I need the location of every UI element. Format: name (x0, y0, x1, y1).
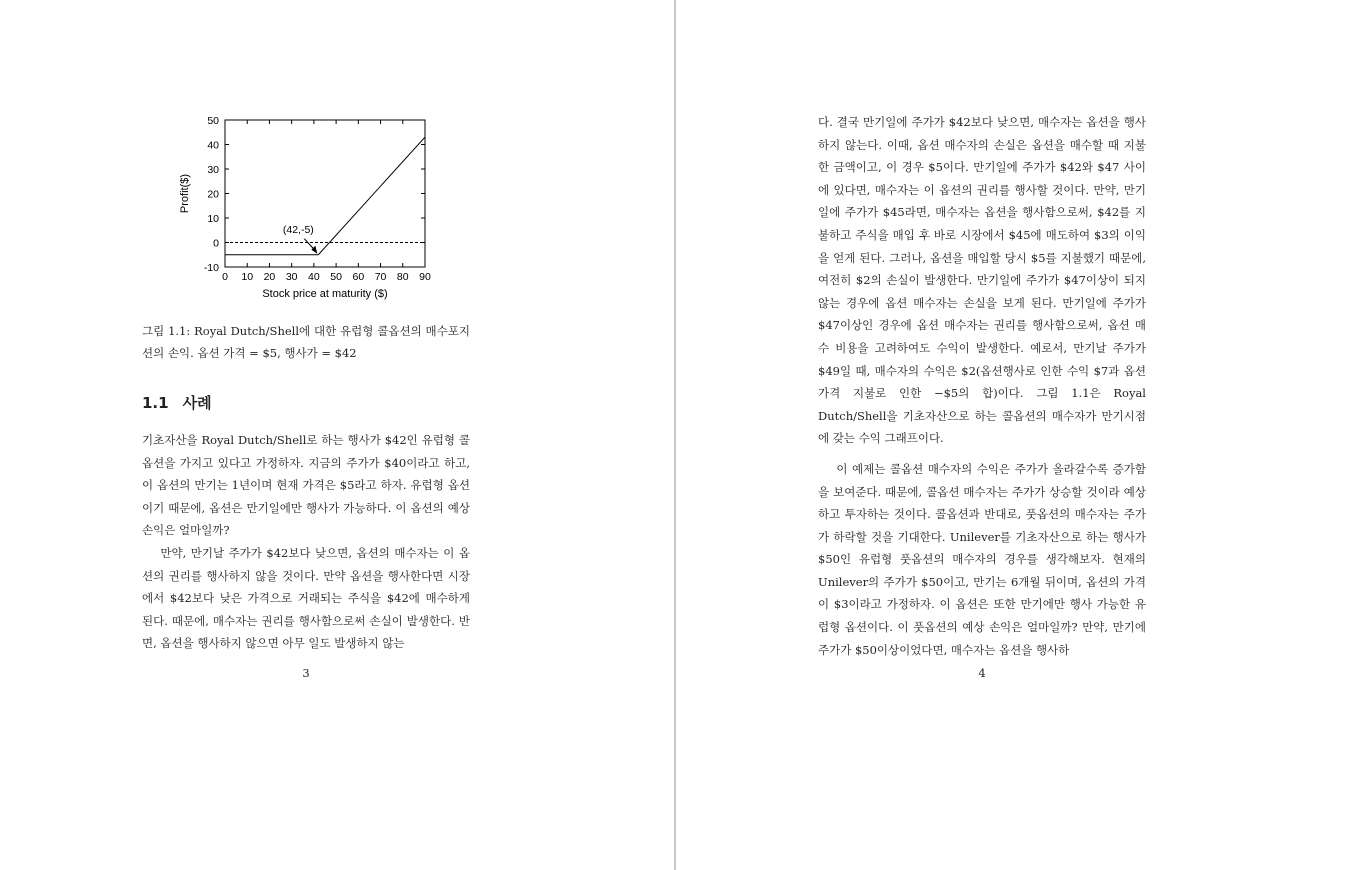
figure-caption: 그림 1.1: Royal Dutch/Shell에 대한 유럽형 콜옵션의 매수포지션의 손익. 옵션 가격 = $5, 행사가 = $42 (142, 324, 470, 360)
page-number: 3 (302, 666, 310, 680)
y-tick-label: 0 (213, 237, 219, 250)
x-tick-label: 20 (263, 271, 276, 283)
paragraph: 이 예제는 콜옵션 매수자의 수익은 주가가 올라갈수록 증가함을 보여준다. 때문에, 콜옵션 매수자는 주가가 상승할 것이라 예상하고 투자하는 것이다. 콜옵션과 반대로, 풋옵션의 매수자는 주가가 하락할 것을 기대한다. Unilever를 기초자산으로 하는 행사가 $50인 유럽형 풋옵션의 매수자의 경우를 생각해보자. 현재의 Unilever의 주가가 $50이고, 만기는 6개월 뒤이며, 옵션의 가격이 $3이라고 가정하자. 이 옵션은 또한 만기에만 행사 가능한 유럽형 옵션이다. 이 풋옵션의 예상 손익은 얼마일까? 만약, 만기에 주가가 $50이상이었다면, 매수자는 옵션을 행사하 (818, 461, 1146, 657)
x-axis-label: Stock price at maturity ($) (262, 288, 388, 300)
x-tick-label: 10 (241, 271, 254, 283)
plot-frame (225, 120, 425, 267)
section-title: 사례 (182, 394, 212, 412)
paragraph: 기초자산을 Royal Dutch/Shell로 하는 행사가 $42인 유럽형 콜옵션을 가지고 있다고 가정하자. 지금의 주가가 $40이라고 하고, 이 옵션의 만기는 1년이며 현재 가격은 $5라고 하자. 유럽형 옵션이기 때문에, 옵션은 만기일에만 행사가 가능하다. 이 옵션의 예상 손익은 얼마일까? (142, 433, 470, 538)
x-tick-label: 50 (330, 271, 342, 283)
profit-line (225, 120, 441, 255)
section-heading (142, 392, 470, 413)
left-page (0, 0, 674, 870)
x-tick-label: 0 (222, 271, 228, 283)
right-page (676, 0, 1350, 870)
x-tick-label: 40 (308, 271, 320, 283)
paragraph: 다. 결국 만기일에 주가가 $42보다 낮으면, 매수자는 옵션을 행사하지 않는다. 이때, 옵션 매수자의 손실은 옵션을 매수할 때 지불한 금액이고, 이 경우 $5이다. 만기일에 주가가 $42와 $47 사이에 있다면, 매수자는 이 옵션의 권리를 행사할 것이다. 만약, 만기일에 주가가 $45라면, 매수자는 옵션을 행사함으로써, $42를 지불하고 주식을 매입 후 바로 시장에서 $45에 매도하여 $3의 이익을 얻게 된다. 그러나, 옵션을 매입할 당시 $5를 지불했기 때문에, 여전히 $2의 손실이 발생한다. 만기일에 주가가 $47이상이 되지 않는 경우에 옵션 매수자는 손실을 보게 된다. 만기일에 주가가 $47이상인 경우에 옵션 매수자는 권리를 행사함으로써, 옵션 매수 비용을 고려하여도 수익이 발생한다. 예로서, 만기날 주가가 $49일 때, 매수자의 수익은 $2(옵션행사로 인한 수익 $7과 옵션가격 지불로 인한 −$5의 합)이다. 그림 1.1은 Royal Dutch/Shell을 기초자산으로 하는 콜옵션의 매수자가 만기시점에 갖는 수익 그래프이다. (818, 115, 1146, 446)
y-tick-label: 50 (207, 115, 219, 127)
y-tick-label: 30 (207, 164, 219, 176)
x-tick-label: 80 (396, 271, 409, 283)
x-tick-label: 30 (285, 271, 298, 283)
y-tick-label: 40 (207, 139, 219, 152)
y-tick-label: -10 (203, 262, 219, 274)
y-axis-label: Profit($) (179, 173, 191, 214)
y-tick-label: 20 (207, 188, 219, 201)
annotation-label: (42,-5) (282, 223, 314, 236)
x-tick-label: 70 (374, 271, 387, 283)
section-number: 1.1 (142, 394, 169, 412)
y-tick-label: 10 (207, 213, 219, 225)
page-number: 4 (978, 666, 986, 680)
paragraph: 만약, 만기날 주가가 $42보다 낮으면, 옵션의 매수자는 이 옵션의 권리를 행사하지 않을 것이다. 만약 옵션을 행사한다면 시장에서 $42보다 낮은 가격으로 거래되는 주식을 $42에 매수하게 된다. 때문에, 매수자는 권리를 행사함으로써 손실이 발생한다. 반면, 옵션을 행사하지 않으면 아무 일도 발생하지 않는 (142, 545, 470, 651)
right-body-text (818, 111, 1146, 661)
x-tick-label: 60 (352, 271, 365, 283)
left-body-text (142, 429, 470, 655)
x-tick-label: 90 (419, 271, 431, 283)
profit-chart (170, 110, 450, 310)
